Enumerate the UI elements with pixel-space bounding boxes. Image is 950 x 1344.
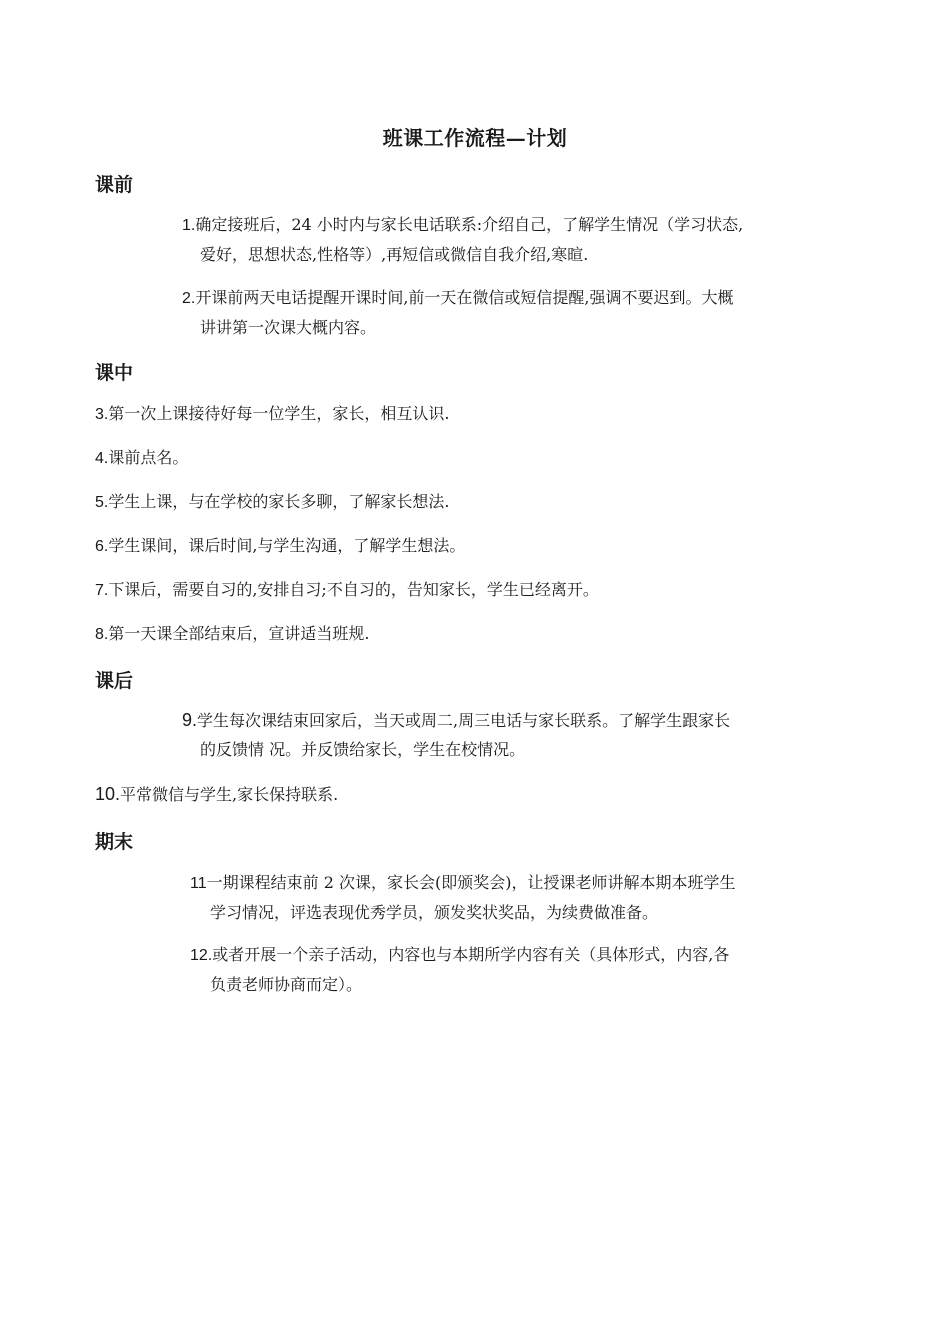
item-text-line2: 的反馈情 况。并反馈给家长，学生在校情况。 — [200, 740, 526, 759]
item-text: 课前点名。 — [108, 448, 189, 467]
item-number: 3. — [95, 406, 109, 423]
item-number: 4. — [95, 450, 109, 467]
item-text: 第一天课全部结束后，宣讲适当班规. — [108, 624, 370, 643]
list-item-8 — [95, 619, 369, 649]
list-item-6 — [95, 531, 465, 561]
list-item-10 — [95, 780, 338, 809]
item-text: 学生上课，与在学校的家长多聊，了解家长想法. — [108, 492, 450, 511]
list-item-9 — [182, 706, 730, 764]
list-item-2 — [182, 283, 734, 342]
item-number: 8. — [95, 626, 109, 643]
item-number: 11 — [190, 875, 207, 892]
item-text-line2: 负责老师协商而定）。 — [210, 975, 363, 994]
list-item-3 — [95, 399, 449, 429]
item-text-line1: 开课前两天电话提醒开课时间,前一天在微信或短信提醒,强调不要迟到。大概 — [195, 288, 734, 307]
document-title: 班课工作流程—计划 — [382, 126, 568, 150]
item-text: 平常微信与学生,家长保持联系. — [120, 785, 339, 804]
list-item-12 — [190, 940, 729, 999]
item-number: 5. — [95, 494, 109, 511]
item-text-line2: 学习情况，评选表现优秀学员，颁发奖状奖品，为续费做准备。 — [210, 903, 659, 922]
list-item-11 — [190, 868, 735, 927]
item-text-line2: 讲讲第一次课大概内容。 — [200, 318, 377, 337]
item-text-line1: 学生每次课结束回家后，当天或周二,周三电话与家长联系。了解学生跟家长 — [197, 711, 731, 730]
item-number: 9. — [182, 710, 198, 730]
section-heading-during-class: 课中 — [95, 362, 134, 384]
section-heading-after-class: 课后 — [95, 670, 134, 692]
item-number: 1. — [182, 217, 196, 234]
item-number: 10. — [95, 784, 121, 804]
item-text-line1: 或者开展一个亲子活动，内容也与本期所学内容有关（具体形式，内容,各 — [212, 945, 730, 964]
item-text-line1: 一期课程结束前 2 次课，家长会(即颁奖会)，让授课老师讲解本期本班学生 — [206, 873, 736, 892]
list-item-5 — [95, 487, 449, 517]
section-heading-before-class: 课前 — [95, 174, 134, 196]
item-number: 2. — [182, 290, 196, 307]
section-heading-end-of-term: 期末 — [95, 831, 134, 853]
item-number: 12. — [190, 947, 213, 964]
item-number: 7. — [95, 582, 109, 599]
list-item-1 — [182, 210, 743, 269]
item-text-line2: 爱好，思想状态,性格等）,再短信或微信自我介绍,寒暄. — [200, 245, 589, 264]
list-item-4 — [95, 443, 188, 473]
list-item-7 — [95, 575, 599, 605]
item-text: 下课后，需要自习的,安排自习;不自习的，告知家长，学生已经离开。 — [108, 580, 599, 599]
item-number: 6. — [95, 538, 109, 555]
item-text: 第一次上课接待好每一位学生，家长，相互认识. — [108, 404, 450, 423]
item-text: 学生课间，课后时间,与学生沟通，了解学生想法。 — [108, 536, 466, 555]
item-text-line1: 确定接班后，24 小时内与家长电话联系:介绍自己，了解学生情况（学习状态, — [195, 215, 744, 234]
